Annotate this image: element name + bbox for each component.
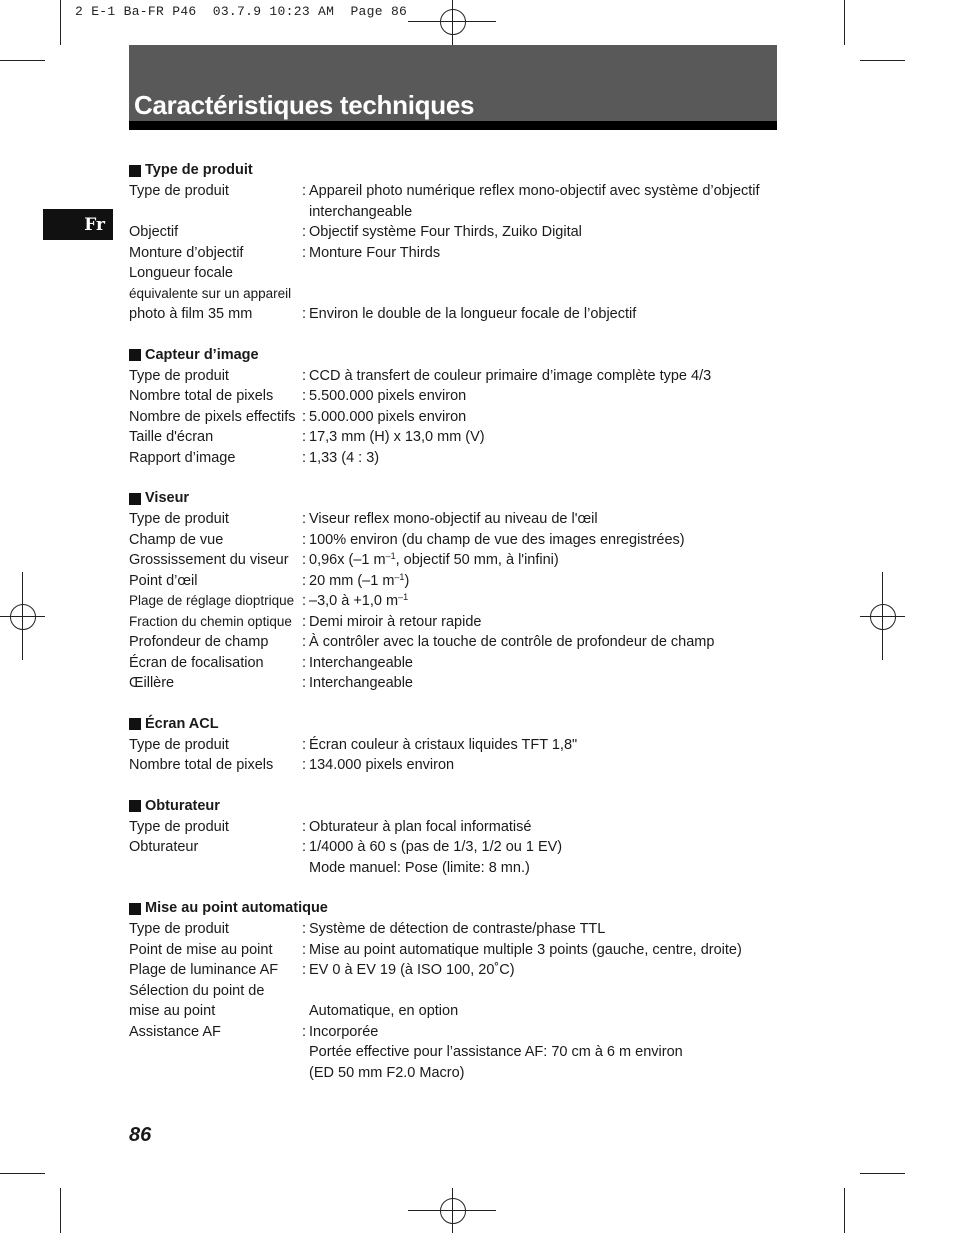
spec-label: Nombre de pixels effectifs [129,408,296,425]
spec-colon: : [302,449,307,466]
page-title: Caractéristiques techniques [134,90,475,120]
spec-colon: : [302,757,307,773]
spec-colon: : [302,408,307,425]
spec-colon: : [302,572,307,589]
spec-value [309,940,789,961]
spec-colon: : [302,941,307,958]
spec-label: équivalente sur un appareil [129,285,292,301]
spec-row [129,960,789,981]
spec-row [129,222,789,243]
language-tab: Fr [43,209,113,240]
spec-label: Type de produit [129,921,229,937]
spec-row [129,940,789,961]
section-title: Écran ACL [145,715,219,732]
print-slug: 2 E-1 Ba-FR P46 03.7.9 10:23 AM Page 86 [75,4,408,19]
spec-value-line: Demi miroir à retour rapide [309,613,482,630]
spec-value [309,386,789,407]
superscript-exponent: –1 [385,551,396,561]
spec-colon: : [302,962,307,978]
spec-row [129,612,789,633]
spec-value-line: Mode manuel: Pose (limite: 8 mn.) [309,859,530,876]
spec-value-line: 134.000 pixels environ [309,757,455,773]
spec-colon [302,263,309,284]
spec-value-line: interchangeable [309,203,413,220]
spec-section [129,714,789,776]
spec-value-text: 20 mm (–1 m [309,572,395,589]
spec-value [309,1001,789,1022]
spec-row [129,632,789,653]
spec-row [129,407,789,428]
spec-value [309,981,789,1002]
spec-value-line [309,571,789,592]
spec-value-line: Objectif système Four Thirds, Zuiko Digital [309,224,582,240]
spec-colon: : [302,531,307,548]
registration-circle [870,604,896,630]
spec-colon [302,981,309,1002]
spec-row [129,817,789,838]
spec-row [129,284,789,305]
spec-value-line: CCD à transfert de couleur primaire d’image complète type 4/3 [309,367,712,384]
spec-colon: : [302,634,307,650]
section-title: Viseur [145,490,190,506]
spec-label: Type de produit [129,183,229,199]
spec-row [129,755,789,776]
crop-mark [844,0,845,45]
spec-row [129,448,789,469]
spec-label: Sélection du point de [129,982,265,999]
section-heading [129,160,789,181]
spec-row [129,673,789,694]
spec-value [309,263,789,284]
registration-circle [440,1198,466,1224]
superscript-exponent: –1 [398,592,409,602]
spec-value-text: –3,0 à +1,0 m [309,593,399,609]
spec-row [129,837,789,878]
spec-value [309,837,789,878]
registration-circle [440,9,466,35]
spec-row [129,1001,789,1022]
spec-section [129,345,789,469]
spec-label: Plage de réglage dioptrique [129,593,295,608]
spec-colon: : [302,921,307,937]
spec-value-line: Système de détection de contraste/phase TTL [309,921,606,937]
spec-colon: : [302,675,307,691]
spec-row [129,366,789,387]
spec-label: Point de mise au point [129,941,273,958]
spec-value-line: 1,33 (4 : 3) [309,449,380,466]
crop-mark [860,60,905,61]
spec-row [129,591,789,612]
spec-label: photo à film 35 mm [129,306,253,322]
spec-colon: : [302,593,307,609]
spec-label: Écran de focalisation [129,654,264,671]
spec-value [309,530,789,551]
spec-colon: : [302,224,307,240]
spec-row [129,304,789,325]
spec-label: Fraction du chemin optique [129,613,292,629]
spec-value-line: Interchangeable [309,654,413,671]
spec-label: Grossissement du viseur [129,552,289,568]
section-title: Capteur d’image [145,346,259,363]
spec-value-line: À contrôler avec la touche de contrôle de profondeur de champ [309,634,715,650]
section-heading [129,898,789,919]
crop-mark [60,1188,61,1233]
spec-value-text: , objectif 50 mm, à l'infini) [395,552,559,568]
spec-label: Monture d’objectif [129,244,244,261]
section-heading [129,714,789,735]
square-bullet-icon [129,718,141,730]
spec-row [129,1022,789,1084]
spec-value-line: Automatique, en option [309,1003,459,1019]
spec-label: Longueur focale [129,265,233,281]
spec-row [129,263,789,284]
spec-colon: : [302,183,307,199]
spec-value-line: Interchangeable [309,675,413,691]
spec-label: Plage de luminance AF [129,962,279,978]
spec-value [309,632,789,653]
spec-value [309,1022,789,1084]
section-heading [129,796,789,817]
spec-label: Nombre total de pixels [129,388,274,404]
spec-value-line: Appareil photo numérique reflex mono-objectif avec système d’objectif [309,183,760,199]
spec-colon: : [302,1023,307,1040]
spec-value [309,427,789,448]
spec-label: Taille d'écran [129,429,214,445]
crop-mark [0,1173,45,1174]
spec-row [129,386,789,407]
spec-section [129,796,789,879]
spec-value-line: 17,3 mm (H) x 13,0 mm (V) [309,429,485,445]
spec-colon: : [302,654,307,671]
spec-label: Champ de vue [129,531,224,548]
spec-row [129,919,789,940]
spec-value-line [309,591,789,612]
spec-label: Type de produit [129,736,229,753]
spec-colon: : [302,552,307,568]
spec-value-line: Mise au point automatique multiple 3 points (gauche, centre, droite) [309,941,742,958]
square-bullet-icon [129,493,141,505]
square-bullet-icon [129,165,141,177]
spec-row [129,181,789,222]
spec-label: Profondeur de champ [129,634,269,650]
spec-value [309,735,789,756]
spec-value [309,571,789,592]
spec-label: Type de produit [129,367,229,384]
spec-value [309,181,789,222]
spec-value-line: 100% environ (du champ de vue des images enregistrées) [309,531,685,548]
spec-value-line: 1/4000 à 60 s (pas de 1/3, 1/2 ou 1 EV) [309,839,563,855]
spec-label: Rapport d’image [129,449,236,466]
spec-value-line: Viseur reflex mono-objectif au niveau de l'œil [309,511,598,527]
spec-value [309,653,789,674]
spec-colon [302,284,309,305]
spec-row [129,735,789,756]
spec-colon: : [302,429,307,445]
spec-section [129,898,789,1083]
spec-value [309,243,789,264]
spec-colon: : [302,818,307,835]
spec-row [129,653,789,674]
spec-colon: : [302,367,307,384]
spec-value-line [309,263,789,284]
spec-colon: : [302,306,307,322]
spec-value-line: EV 0 à EV 19 (à ISO 100, 20˚C) [309,962,515,978]
spec-row [129,550,789,571]
spec-section [129,488,789,694]
spec-value-line: Monture Four Thirds [309,244,441,261]
square-bullet-icon [129,349,141,361]
spec-colon: : [302,736,307,753]
spec-label: Assistance AF [129,1023,221,1040]
spec-row [129,427,789,448]
spec-value-line: 5.000.000 pixels environ [309,408,467,425]
spec-row [129,981,789,1002]
spec-colon: : [302,613,307,630]
spec-value [309,304,789,325]
crop-mark [844,1188,845,1233]
spec-value-line: Obturateur à plan focal informatisé [309,818,532,835]
page-number: 86 [129,1124,152,1146]
section-title: Type de produit [145,162,253,178]
spec-value [309,222,789,243]
spec-value-line [309,284,789,305]
spec-value [309,284,789,305]
spec-row [129,509,789,530]
spec-label: mise au point [129,1003,216,1019]
spec-row [129,571,789,592]
spec-value-line: (ED 50 mm F2.0 Macro) [309,1064,465,1081]
spec-label: Type de produit [129,511,229,527]
spec-value-line: 5.500.000 pixels environ [309,388,467,404]
spec-colon: : [302,511,307,527]
superscript-exponent: –1 [394,571,405,582]
section-title: Mise au point automatique [145,900,328,916]
square-bullet-icon [129,800,141,812]
spec-value [309,407,789,428]
section-title: Obturateur [145,797,220,814]
spec-value-line: Incorporée [309,1023,379,1040]
spec-value [309,673,789,694]
spec-value [309,612,789,633]
spec-colon: : [302,839,307,855]
spec-label: Type de produit [129,818,229,835]
spec-value [309,817,789,838]
crop-mark [860,1173,905,1174]
spec-label: Œillère [129,675,175,691]
spec-label: Obturateur [129,839,199,855]
spec-value-text: 0,96x (–1 m [309,552,386,568]
spec-value-line [309,981,789,1002]
spec-value [309,550,789,571]
spec-row [129,243,789,264]
section-heading [129,345,789,366]
spec-value [309,591,789,612]
spec-label: Objectif [129,224,179,240]
spec-value-line: Portée effective pour l’assistance AF: 70 cm à 6 m environ [309,1044,683,1060]
spec-value [309,366,789,387]
spec-value-text: ) [404,572,410,589]
spec-row [129,530,789,551]
spec-value [309,755,789,776]
square-bullet-icon [129,903,141,915]
spec-value [309,919,789,940]
spec-content [129,160,789,1103]
spec-value [309,509,789,530]
spec-colon: : [302,388,307,404]
section-heading [129,488,789,509]
spec-label: Nombre total de pixels [129,757,274,773]
spec-colon [302,1001,309,1022]
header-rule [129,121,777,130]
spec-value-line [309,550,789,571]
crop-mark [0,60,45,61]
spec-value-line: Écran couleur à cristaux liquides TFT 1,8" [309,736,578,753]
registration-circle [10,604,36,630]
spec-value [309,960,789,981]
spec-colon: : [302,244,307,261]
crop-mark [60,0,61,45]
spec-value-line: Environ le double de la longueur focale de l’objectif [309,306,637,322]
spec-value [309,448,789,469]
spec-label: Point d’œil [129,572,198,589]
spec-section [129,160,789,325]
